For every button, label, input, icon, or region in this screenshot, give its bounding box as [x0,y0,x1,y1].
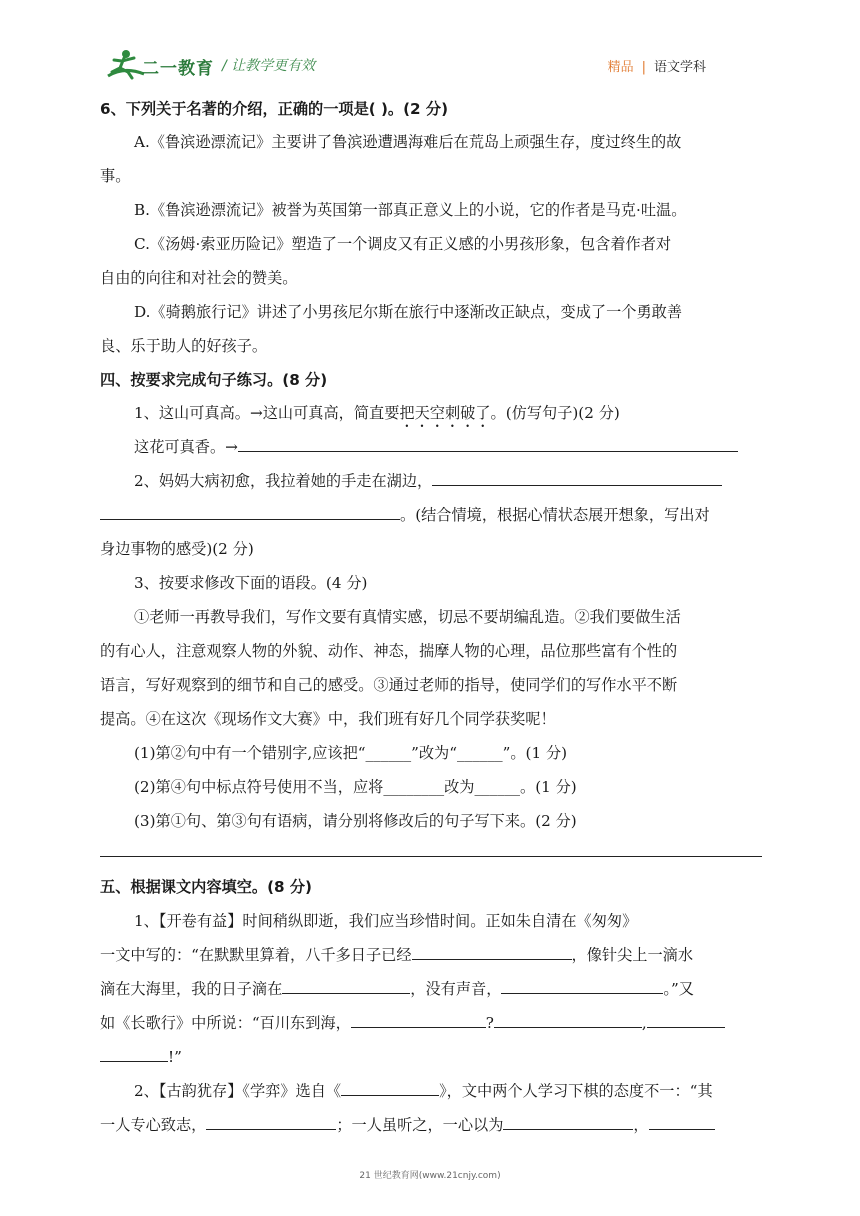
s4-item3-title: 3、按要求修改下面的语段。(4 分) [134,574,368,592]
s4-passage-line: ①老师一再教导我们，写作文要有真情实感，切忌不要胡编乱造。②我们要做生活 [134,608,681,626]
q6-option-c-cont: 自由的向往和对社会的赞美。 [100,269,298,287]
s4-passage-line: 语言，写好观察到的细节和自己的感受。③通过老师的指导，使同学们的写作水平不断 [100,676,678,694]
q6-option-c: C.《汤姆·索亚历险记》塑造了一个调皮又有正义感的小男孩形象，包含着作者对 [134,235,672,253]
s5-text: 》，文中两个人学习下棋的态度不一：“其 [439,1082,713,1100]
answer-blank[interactable] [238,433,738,452]
answer-blank[interactable] [494,1009,642,1028]
s4-sub2: (2)第④句中标点符号使用不当，应将________改为______。(1 分) [134,778,577,796]
s4-item1-answer [134,430,738,464]
s5-item1-line3 [100,972,694,1006]
s5-item1-line5 [100,1040,182,1074]
section5-title: 五、根据课文内容填空。(8 分) [100,878,312,896]
s4-item1-post: 。(仿写句子)(2 分) [490,404,620,422]
s4-sub3: (3)第①句、第③句有语病，请分别将修改后的句子写下来。(2 分) [134,812,577,830]
s4-item2-instruction: 。(结合情境，根据心情状态展开想象，写出对 [400,506,710,524]
answer-blank[interactable] [341,1077,439,1096]
q6-option-b: B.《鲁滨逊漂流记》被誉为英国第一部真正意义上的小说，它的作者是马克·吐温。 [134,201,687,219]
s5-text: 一文中写的：“在默默里算着，八千多日子已经 [100,946,412,964]
s4-item1-pre: 1、这山可真高。→这山可真高，简直要 [134,404,400,422]
s4-item2-score: 身边事物的感受)(2 分) [100,540,254,558]
s5-text: 。”又 [663,980,694,998]
quality-label: 精品 [607,60,634,75]
q6-option-a-cont: 事。 [100,167,131,185]
s5-item2-line2 [100,1108,715,1142]
s5-item1: 1、【开卷有益】时间稍纵即逝，我们应当珍惜时间。正如朱自清在《匆匆》 [134,912,638,930]
answer-blank[interactable] [351,1009,486,1028]
s5-text: 一人专心致志， [100,1116,207,1134]
subject-label: 语文学科 [653,60,706,75]
s5-text: ，没有声音， [410,980,502,998]
slogan: / 让教学更有效 [222,58,316,74]
q6-option-d: D.《骑鹅旅行记》讲述了小男孩尼尔斯在旅行中逐渐改正缺点，变成了一个勇敢善 [134,303,683,321]
answer-blank[interactable] [501,975,663,994]
s5-item1-line4 [100,1006,725,1040]
s4-item2 [134,464,722,498]
s4-item2-cont [100,498,710,532]
s4-item1-prompt: 这花可真香。→ [134,438,238,456]
answer-blank[interactable] [432,467,722,486]
s5-text: ? [485,1014,494,1032]
s5-text: 2、【古韵犹存】《学弈》选自《 [134,1082,342,1100]
section4-title: 四、按要求完成句子练习。(8 分) [100,371,328,389]
s5-text: ，像针尖上一滴水 [571,946,694,964]
s5-item1-line2 [100,938,693,972]
tag-separator: | [641,60,646,75]
answer-blank[interactable] [100,501,400,520]
s4-item1 [134,396,620,431]
answer-blank[interactable] [206,1111,336,1130]
page-footer: 21 世纪教育网(www.21cnjy.com) [359,1171,501,1181]
q6-title: 6、下列关于名著的介绍，正确的一项是( )。(2 分) [100,100,449,118]
subject-tag [608,56,706,75]
s4-item1-dotted: 把天空刺破了 [399,404,491,422]
s4-item2-text: 2、妈妈大病初愈，我拉着她的手走在湖边， [134,472,433,490]
s4-passage-line: 提高。④在这次《现场作文大赛》中，我们班有好几个同学获奖呢！ [100,710,556,728]
answer-blank[interactable] [503,1111,633,1130]
s5-text: ；一人虽听之，一心以为 [336,1116,504,1134]
answer-blank[interactable] [282,975,410,994]
page-header [0,0,860,90]
answer-blank[interactable] [649,1111,715,1130]
q6-option-a: A.《鲁滨逊漂流记》主要讲了鲁滨逊遭遇海难后在荒岛上顽强生存，度过终生的故 [134,133,682,151]
s5-text: !” [168,1048,182,1066]
q6-option-d-cont: 良、乐于助人的好孩子。 [100,337,268,355]
answer-blank[interactable] [100,1043,168,1062]
s5-text: ， [633,1116,649,1134]
logo-text: 二一教育 [142,59,214,79]
answer-blank[interactable] [647,1009,725,1028]
answer-line[interactable] [100,856,762,857]
s4-sub1: (1)第②句中有一个错别字,应该把“______”改为“______”。(1 分) [134,744,568,762]
answer-blank[interactable] [412,941,572,960]
s5-text: 滴在大海里，我的日子滴在 [100,980,283,998]
s5-text: 如《长歌行》中所说：“百川东到海， [100,1014,351,1032]
s4-passage-line: 的有心人，注意观察人物的外貌、动作、神态，揣摩人物的心理，品位那些富有个性的 [100,642,678,660]
s5-text: , [641,1014,647,1032]
s5-item2 [134,1074,713,1108]
